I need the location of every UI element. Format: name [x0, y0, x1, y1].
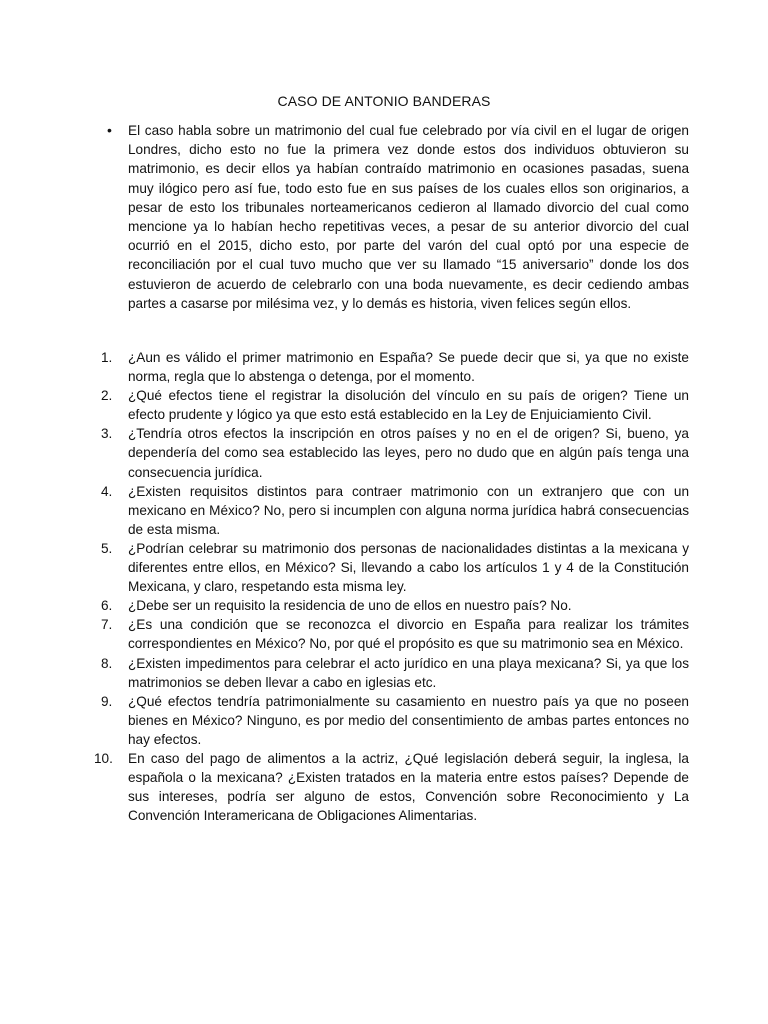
bullet-dot-icon: •: [107, 122, 112, 138]
list-item-number: 5.: [101, 540, 113, 556]
list-item: [94, 749, 689, 825]
document-title: CASO DE ANTONIO BANDERAS: [277, 93, 491, 109]
list-item-text: ¿Existen requisitos distintos para contraer matrimonio con un extranjero que con un mexicano en México? No, pero si incumplen con alguna norma jurídica habrá consecuencias de esta misma.: [128, 483, 689, 537]
list-item-number: 4.: [101, 483, 113, 499]
list-item-number: 8.: [101, 655, 113, 671]
list-item-number: 6.: [101, 598, 113, 614]
list-item-text: ¿Aun es válido el primer matrimonio en España? Se puede decir que si, ya que no existe norma, regla que lo abstenga o detenga, por el momento.: [128, 350, 689, 385]
list-item: [101, 386, 689, 424]
list-item: [101, 482, 689, 539]
list-item-text: En caso del pago de alimentos a la actriz, ¿Qué legislación deberá seguir, la inglesa, la española o la mexicana? ¿Existen tratados en la materia entre estos países? Depende de sus intereses, podría ser alguno de estos, Convención sobre Reconocimiento y La Convención Interamericana de Obligaciones Alimentarias.: [128, 750, 689, 824]
list-item-text: ¿Tendría otros efectos la inscripción en otros países y no en el de origen? Si, bueno, ya dependería del como sea establecido las leyes, pero no dudo que en algún país tenga una consecuencia jurídica.: [128, 426, 689, 480]
summary-paragraph: El caso habla sobre un matrimonio del cual fue celebrado por vía civil en el lugar de origen Londres, dicho esto no fue la primera vez donde estos dos individuos obtuvieron su matrimonio, es decir ellos ya habían contraído matrimonio en ocasiones pasadas, suena muy ilógico pero así fue, todo esto fue en sus países de los cuales ellos son originarios, a pesar de esto los tribunales norteamericanos cedieron al llamado divorcio del cual como mencione ya lo habían hecho repetitivas veces, a pesar de su anterior divorcio del cual ocurrió en el 2015, dicho esto, por parte del varón del cual optó por una especie de reconciliación por el cual tuvo mucho que ver su llamado “15 aniversario” donde los dos estuvieron de acuerdo de celebrarlo con una boda nuevamente, es decir cediendo ambas partes a casarse por milésima vez, y lo demás es historia, viven felices según ellos.: [128, 123, 689, 311]
list-item-number: 10.: [94, 750, 113, 766]
list-item-text: ¿Existen impedimentos para celebrar el acto jurídico en una playa mexicana? Si, ya que los matrimonios se deben llevar a cabo en iglesias etc.: [128, 655, 689, 690]
summary-bullet: [107, 121, 689, 313]
list-item-text: ¿Debe ser un requisito la residencia de uno de ellos en nuestro país? No.: [128, 598, 572, 614]
list-item: [101, 596, 689, 615]
list-item: [101, 615, 689, 653]
list-item-text: ¿Es una condición que se reconozca el divorcio en España para realizar los trámites correspondientes en México? No, por qué el propósito es que su matrimonio sea en México.: [128, 617, 689, 652]
list-item-text: ¿Qué efectos tendría patrimonialmente su casamiento en nuestro país ya que no poseen bienes en México? Ninguno, es por medio del consentimiento de ambas partes entonces no hay efectos.: [128, 693, 689, 747]
question-list: [94, 348, 689, 825]
list-item: [101, 539, 689, 596]
list-item-number: 7.: [101, 617, 113, 633]
list-item-number: 9.: [101, 693, 113, 709]
list-item: [101, 692, 689, 749]
list-item-text: ¿Podrían celebrar su matrimonio dos personas de nacionalidades distintas a la mexicana y diferentes entre ellos, en México? Si, llevando a cabo los artículos 1 y 4 de la Constitución Mexicana, y claro, respetando esta misma ley.: [128, 540, 689, 595]
list-item: [101, 424, 689, 481]
list-item-number: 2.: [101, 388, 113, 404]
list-item: [101, 654, 689, 692]
list-item-number: 1.: [101, 350, 113, 365]
list-item-number: 3.: [101, 426, 113, 442]
list-item: [101, 348, 689, 386]
list-item-text: ¿Qué efectos tiene el registrar la disolución del vínculo en su país de origen? Tiene un efecto prudente y lógico ya que esto está establecido en la Ley de Enjuiciamiento Civil.: [128, 388, 689, 423]
